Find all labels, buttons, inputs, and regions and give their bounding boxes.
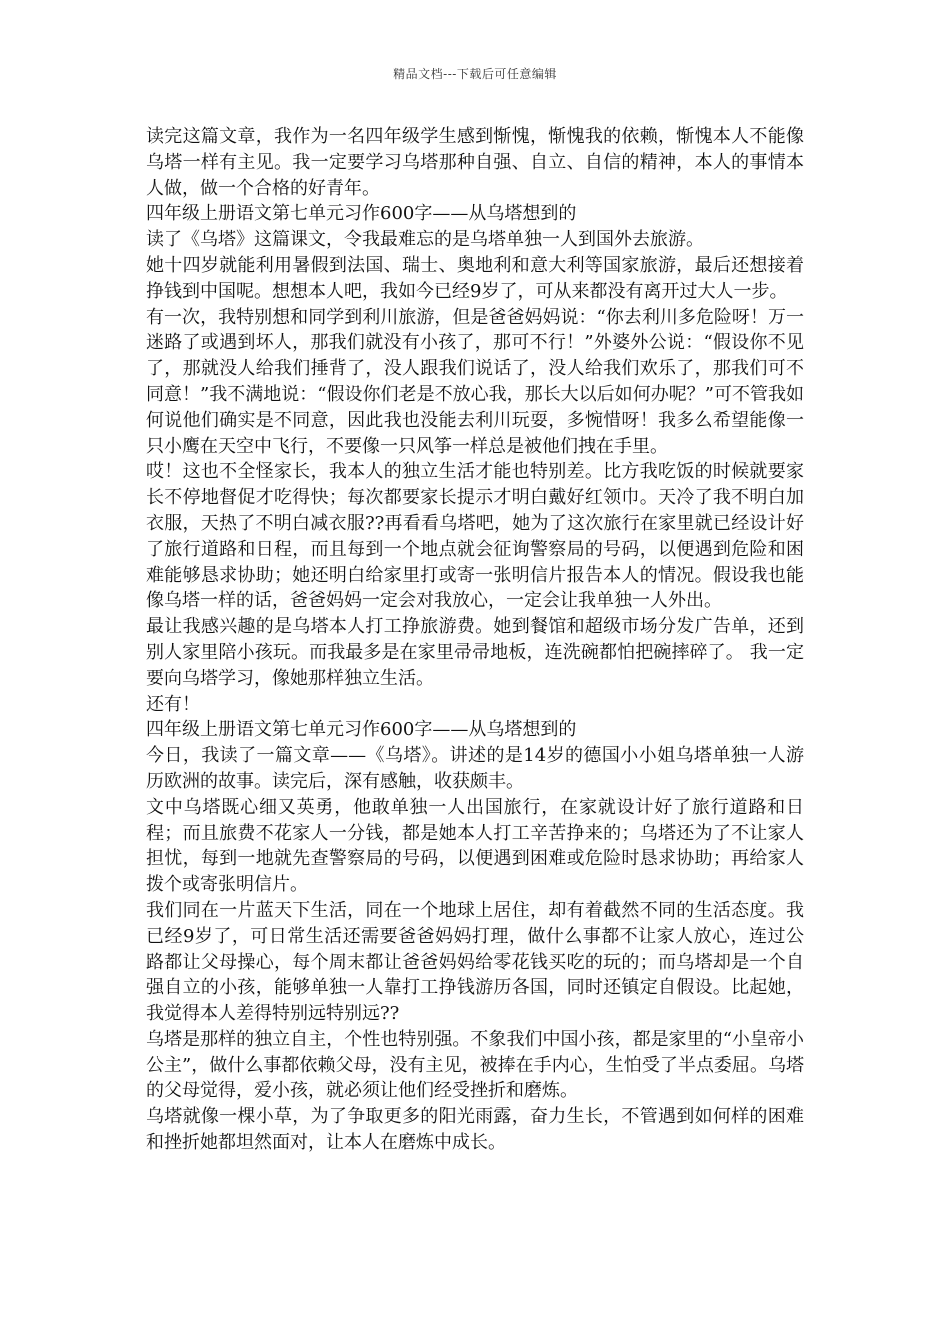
paragraph: 最让我感兴趣的是乌塔本人打工挣旅游费。她到餐馆和超级市场分发广告单，还到别人家里陪小孩玩。而我最多是在家里帚帚地板，连洗碗都怕把碗摔碎了。 我一定要向乌塔学习，像她那样独立生活。 — [146, 616, 804, 689]
paragraph: 读完这篇文章，我作为一名四年级学生感到惭愧，惭愧我的依赖，惭愧本人不能像乌塔一样有主见。我一定要学习乌塔那种自强、自立、自信的精神，本人的事情本人做，做一个合格的好青年。 — [146, 126, 804, 199]
paragraph: 乌塔就像一棵小草，为了争取更多的阳光雨露，奋力生长，不管遇到如何样的困难和挫折她都坦然面对，让本人在磨炼中成长。 — [146, 1106, 804, 1154]
paragraph: 她十四岁就能利用暑假到法国、瑞士、奥地利和意大利等国家旅游，最后还想接着挣钱到中国呢。想想本人吧，我如今已经9岁了，可从来都没有离开过大人一步。 — [146, 254, 804, 302]
paragraph: 文中乌塔既心细又英勇，他敢单独一人出国旅行，在家就设计好了旅行道路和日程；而且旅费不花家人一分钱，都是她本人打工辛苦挣来的；乌塔还为了不让家人担忧，每到一地就先查警察局的号码，以便遇到困难或危险时恳求协助；再给家人拨个或寄张明信片。 — [146, 796, 804, 896]
paragraph: 读了《乌塔》这篇课文，令我最难忘的是乌塔单独一人到国外去旅游。 — [146, 229, 704, 251]
paragraph: 有一次，我特别想和同学到利川旅游，但是爸爸妈妈说：“你去利川多危险呀！万一迷路了或遇到坏人，那我们就没有小孩了，那可不行！”外婆外公说：“假设你不见了，那就没人给我们捶背了，没人跟我们说话了，没人给我们欢乐了，那我们可不同意！”我不满地说：“假设你们老是不放心我，那长大以后如何办呢？”可不管我如何说他们确实是不同意，因此我也没能去利川玩耍，多惋惜呀！我多么希望能像一只小鹰在天空中飞行，不要像一只风筝一样总是被他们拽在手里。 — [146, 306, 804, 457]
section-title: 四年级上册语文第七单元习作600字——从乌塔想到的 — [146, 719, 577, 741]
paragraph: 还有！ — [146, 693, 200, 715]
paragraph: 乌塔是那样的独立自主，个性也特别强。不象我们中国小孩，都是家里的“小皇帝小公主”，做什么事都依赖父母，没有主见，被捧在手内心，生怕受了半点委屈。乌塔的父母觉得，爱小孩，就必须让他们经受挫折和磨炼。 — [146, 1028, 804, 1102]
section-title: 四年级上册语文第七单元习作600字——从乌塔想到的 — [146, 203, 577, 225]
page-header: 精品文档---下载后可任意编辑 — [393, 67, 557, 81]
paragraph: 今日，我读了一篇文章——《乌塔》。讲述的是14岁的德国小小姐乌塔单独一人游历欧洲的故事。读完后，深有感触，收获颇丰。 — [146, 745, 804, 792]
document-body — [146, 124, 804, 1156]
paragraph: 哎！这也不全怪家长，我本人的独立生活才能也特别差。比方我吃饭的时候就要家长不停地督促才吃得快；每次都要家长提示才明白戴好红领巾。天冷了我不明白加衣服，天热了不明白减衣服??再看看乌塔吧，她为了这次旅行在家里就已经设计好了旅行道路和日程，而且每到一个地点就会征询警察局的号码，以便遇到危险和困难能够恳求协助；她还明白给家里打或寄一张明信片报告本人的情况。假设我也能像乌塔一样的话，爸爸妈妈一定会对我放心，一定会让我单独一人外出。 — [146, 461, 804, 612]
paragraph: 我们同在一片蓝天下生活，同在一个地球上居住，却有着截然不同的生活态度。我已经9岁了，可日常生活还需要爸爸妈妈打理，做什么事都不让家人放心，连过公路都让父母操心，每个周末都让爸爸妈妈给零花钱买吃的玩的；而乌塔却是一个自强自立的小孩，能够单独一人靠打工挣钱游历各国，同时还镇定自假设。比起她，我觉得本人差得特别远特别远?? — [146, 899, 804, 1025]
